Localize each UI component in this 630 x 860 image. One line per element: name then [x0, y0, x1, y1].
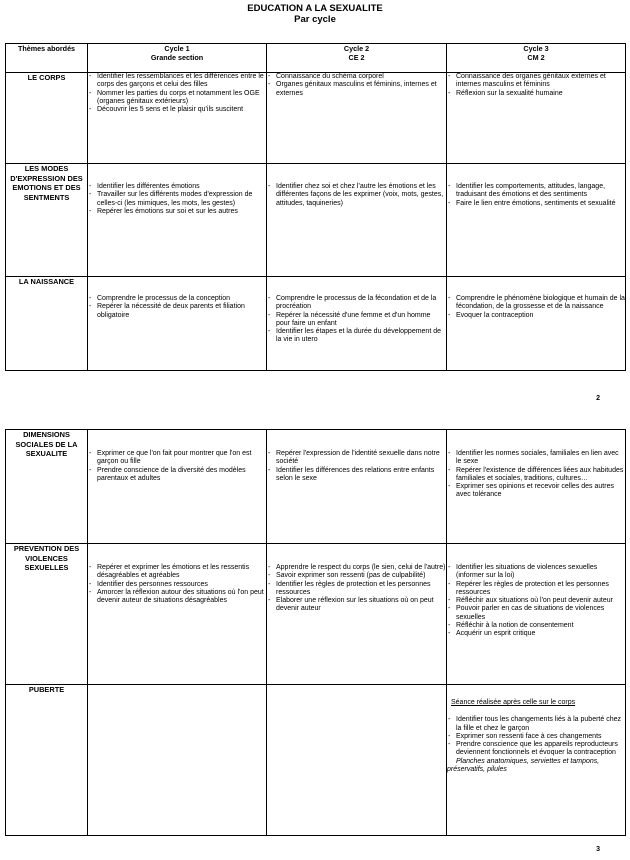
cell-naissance-cycle3 — [447, 277, 626, 371]
theme-emotions: LES MODES D'EXPRESSION DES EMOTIONS ET DES SENTMENTS — [6, 164, 88, 277]
list-item: - Exprimer son ressenti face à ces changements — [447, 733, 625, 741]
list-item: - Prendre conscience que les appareils reproducteurs deviennent fonctionnels et évoquer la contraception — [447, 741, 625, 758]
list-item: - Evoquer la contraception — [447, 312, 625, 320]
list-item: - Identifier les situations de violences sexuelles (informer sur la loi) — [447, 564, 625, 581]
header-cycle-1-sub: Grande section — [150, 53, 204, 62]
document-title-block — [0, 3, 630, 25]
list-item: - Repérer les règles de protection et les personnes ressources — [447, 581, 625, 598]
header-cycle-1 — [88, 44, 267, 73]
cell-corps-cycle2 — [267, 73, 447, 164]
list-item: - Repérer la nécessité de deux parents et filiation obligatoire — [88, 303, 266, 320]
list-item: - Identifier les différences des relations entre enfants selon le sexe — [267, 467, 446, 484]
table-row — [6, 277, 626, 371]
materials-line-1: Planches anatomiques, serviettes et tampons, — [456, 757, 600, 765]
theme-dimensions-sociales: DIMENSIONS SOCIALES DE LA SEXUALITE — [6, 430, 88, 544]
list-item: - Acquérir un esprit critique — [447, 630, 625, 638]
list-item: - Repérer l'expression de l'identité sexuelle dans notre société — [267, 450, 446, 467]
list-item: - Apprendre le respect du corps (le sien, celui de l'autre) — [267, 564, 446, 572]
cell-naissance-cycle2 — [267, 277, 447, 371]
list-item: - Connaissance du schéma corporel — [267, 73, 446, 81]
header-cycle-2-name: Cycle 2 — [343, 44, 370, 53]
list-item: - Amorcer la réflexion autour des situations où l'on peut devenir auteur de situations désagréables — [88, 589, 266, 606]
header-cycle-2-sub: CE 2 — [348, 53, 365, 62]
list-item: - Réfléchir à la notion de consentement — [447, 622, 625, 630]
list-item: - Identifier tous les changements liés à la puberté chez la fille et chez le garçon — [447, 716, 625, 733]
header-cycle-3-sub: CM 2 — [527, 53, 545, 62]
cell-sociales-cycle1 — [88, 430, 267, 544]
table-header-row — [6, 44, 626, 73]
table-row — [6, 685, 626, 836]
list-item: - Comprendre le phénomène biologique et humain de la fécondation, de la grossesse et de la naissance — [447, 295, 625, 312]
page-number-2: 2 — [596, 395, 600, 402]
table-row — [6, 164, 626, 277]
list-item: - Identifier des personnes ressources — [88, 581, 266, 589]
list-item: - Réfléchir aux situations où l'on peut devenir auteur — [447, 597, 625, 605]
list-item: - Réflexion sur la sexualité humaine — [447, 90, 625, 98]
list-item: - Identifier les ressemblances et les différences entre le corps des garçons et celui des filles — [88, 73, 266, 90]
cell-prevention-cycle2 — [267, 544, 447, 685]
cell-emotions-cycle2 — [267, 164, 447, 277]
list-item: - Découvrir les 5 sens et le plaisir qu'ils suscitent — [88, 106, 266, 114]
cell-puberte-cycle3 — [447, 685, 626, 836]
theme-naissance: LA NAISSANCE — [6, 277, 88, 371]
list-item: - Connaissance des organes génitaux externes et internes masculins et féminins — [447, 73, 625, 90]
table-row — [6, 73, 626, 164]
cell-sociales-cycle2 — [267, 430, 447, 544]
document-subtitle: Par cycle — [294, 14, 336, 25]
cycle-table-page-3 — [5, 429, 626, 836]
header-cycle-3-name: Cycle 3 — [523, 44, 549, 53]
theme-prevention: PREVENTION DES VIOLENCES SEXUELLES — [6, 544, 88, 685]
theme-corps: LE CORPS — [6, 73, 88, 164]
session-note: Séance réalisée après celle sur le corps — [451, 699, 576, 706]
list-item: - Repérer l'existence de différences liées aux habitudes familiales et sociales, traditions, cultures… — [447, 467, 625, 484]
header-cycle-2 — [267, 44, 447, 73]
list-item: - Savoir exprimer son ressenti (pas de culpabilité) — [267, 572, 446, 580]
list-item: - Exprimer ce que l'on fait pour montrer que l'on est garçon ou fille — [88, 450, 266, 467]
list-item: - Repérer et exprimer les émotions et les ressentis désagréables et agréables — [88, 564, 266, 581]
cell-puberte-cycle1 — [88, 685, 267, 836]
list-item: - Identifier les comportements, attitudes, langage, traduisant des émotions et des sentiments — [447, 183, 625, 200]
cycle-table-page-2 — [5, 43, 626, 371]
list-item: - Prendre conscience de la diversité des modèles parentaux et adultes — [88, 467, 266, 484]
header-themes: Thèmes abordés — [6, 44, 88, 73]
list-item: - Repérer les émotions sur soi et sur les autres — [88, 208, 266, 216]
list-item: - Identifier les règles de protection et les personnes ressources — [267, 581, 446, 598]
cell-prevention-cycle3 — [447, 544, 626, 685]
cell-corps-cycle1 — [88, 73, 267, 164]
list-item: - Comprendre le processus de la conception — [88, 295, 266, 303]
list-item: - Identifier les étapes et la durée du développement de la vie in utero — [267, 328, 446, 345]
list-item: - Organes génitaux masculins et féminins, internes et externes — [267, 81, 446, 98]
header-cycle-1-name: Cycle 1 — [164, 44, 190, 53]
theme-puberte: PUBERTE — [6, 685, 88, 836]
cell-emotions-cycle3 — [447, 164, 626, 277]
list-item: - Nommer les parties du corps et notamment les OGE (organes génitaux extérieurs) — [88, 90, 266, 107]
list-item: - Repérer la nécessité d'une femme et d'un homme pour faire un enfant — [267, 312, 446, 329]
cell-prevention-cycle1 — [88, 544, 267, 685]
document-title: EDUCATION A LA SEXUALITE — [247, 3, 383, 14]
cell-sociales-cycle3 — [447, 430, 626, 544]
list-item: - Exprimer ses opinions et recevoir celles des autres avec tolérance — [447, 483, 625, 500]
list-item: - Elaborer une réflexion sur les situations où on peut devenir auteur — [267, 597, 446, 614]
list-item: - Identifier chez soi et chez l'autre les émotions et les différentes façons de les exprimer (voix, mots, gestes, attitudes, taquineries) — [267, 183, 446, 208]
list-item: - Faire le lien entre émotions, sentiments et sexualité — [447, 200, 625, 208]
cell-emotions-cycle1 — [88, 164, 267, 277]
cell-naissance-cycle1 — [88, 277, 267, 371]
materials-line-2: préservatifs, pilules — [447, 766, 507, 774]
table-row — [6, 544, 626, 685]
list-item: - Comprendre le processus de la fécondation et de la procréation — [267, 295, 446, 312]
list-item: - Identifier les normes sociales, familiales en lien avec le sexe — [447, 450, 625, 467]
cell-corps-cycle3 — [447, 73, 626, 164]
page-number-3: 3 — [596, 846, 600, 853]
table-row — [6, 430, 626, 544]
list-item: - Travailler sur les différents modes d'expression de celles-ci (les mimiques, les mots, les gestes) — [88, 191, 266, 208]
header-cycle-3 — [447, 44, 626, 73]
list-item: - Pouvoir parler en cas de situations de violences sexuelles — [447, 605, 625, 622]
list-item: - Identifier les différentes émotions — [88, 183, 266, 191]
cell-puberte-cycle2 — [267, 685, 447, 836]
